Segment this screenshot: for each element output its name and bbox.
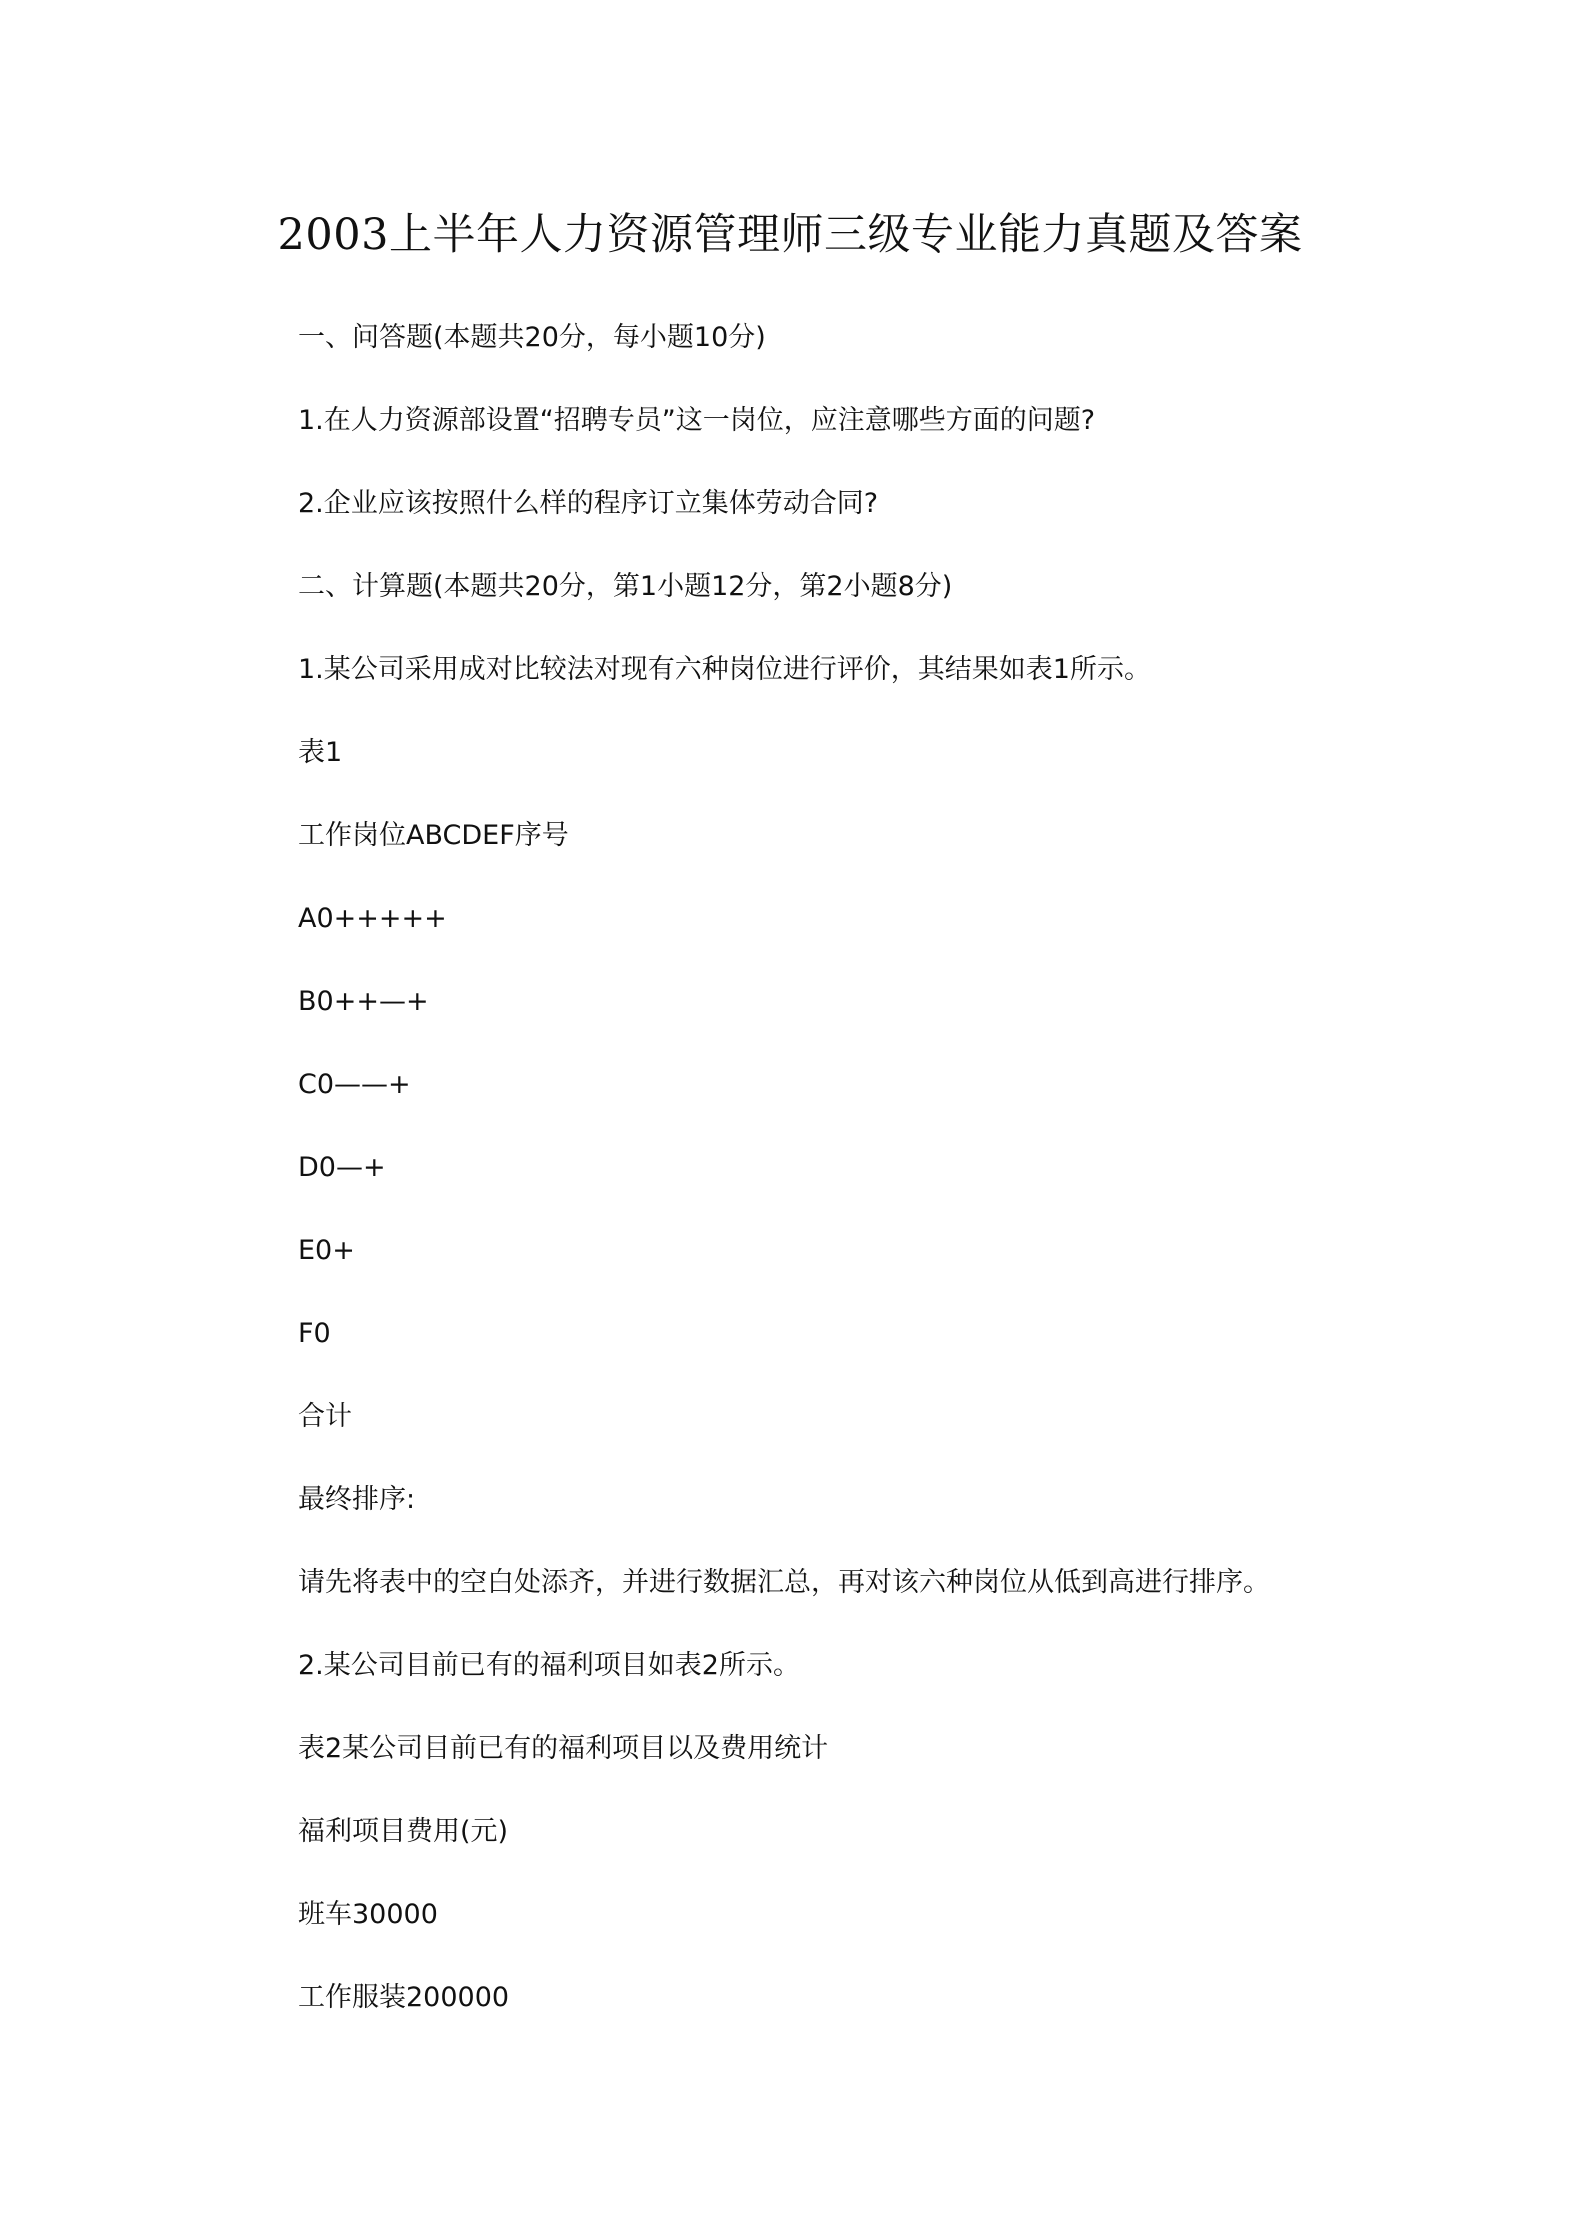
body-line: 2.企业应该按照什么样的程序订立集体劳动合同? (298, 488, 879, 519)
body-line: 表1 (298, 737, 343, 768)
body-line: 合计 (298, 1401, 352, 1432)
body-line: 福利项目费用(元) (298, 1816, 509, 1847)
body-line: B0++—+ (298, 986, 429, 1017)
body-line: 1.在人力资源部设置“招聘专员”这一岗位，应注意哪些方面的问题? (298, 405, 1096, 436)
body-line: 二、计算题(本题共20分，第1小题12分，第2小题8分) (298, 571, 953, 602)
body-line: E0+ (298, 1235, 355, 1266)
body-line: 最终排序: (298, 1484, 416, 1515)
body-line: A0+++++ (298, 903, 447, 934)
body-line: 一、问答题(本题共20分，每小题10分) (298, 322, 766, 353)
body-line: 工作服装200000 (298, 1982, 510, 2013)
body-line: 表2某公司目前已有的福利项目以及费用统计 (298, 1733, 829, 1764)
body-line: C0——+ (298, 1069, 411, 1100)
body-line: 2.某公司目前已有的福利项目如表2所示。 (298, 1650, 800, 1681)
document-title: 2003上半年人力资源管理师三级专业能力真题及答案 (277, 210, 1303, 260)
body-line: 1.某公司采用成对比较法对现有六种岗位进行评价，其结果如表1所示。 (298, 654, 1151, 685)
body-line: F0 (298, 1318, 331, 1349)
body-line: 请先将表中的空白处添齐，并进行数据汇总，再对该六种岗位从低到高进行排序。 (298, 1567, 1270, 1598)
document-body (298, 318, 1358, 2061)
body-line: D0—+ (298, 1152, 386, 1183)
body-line: 班车30000 (298, 1899, 438, 1930)
body-line: 工作岗位ABCDEF序号 (298, 820, 569, 851)
